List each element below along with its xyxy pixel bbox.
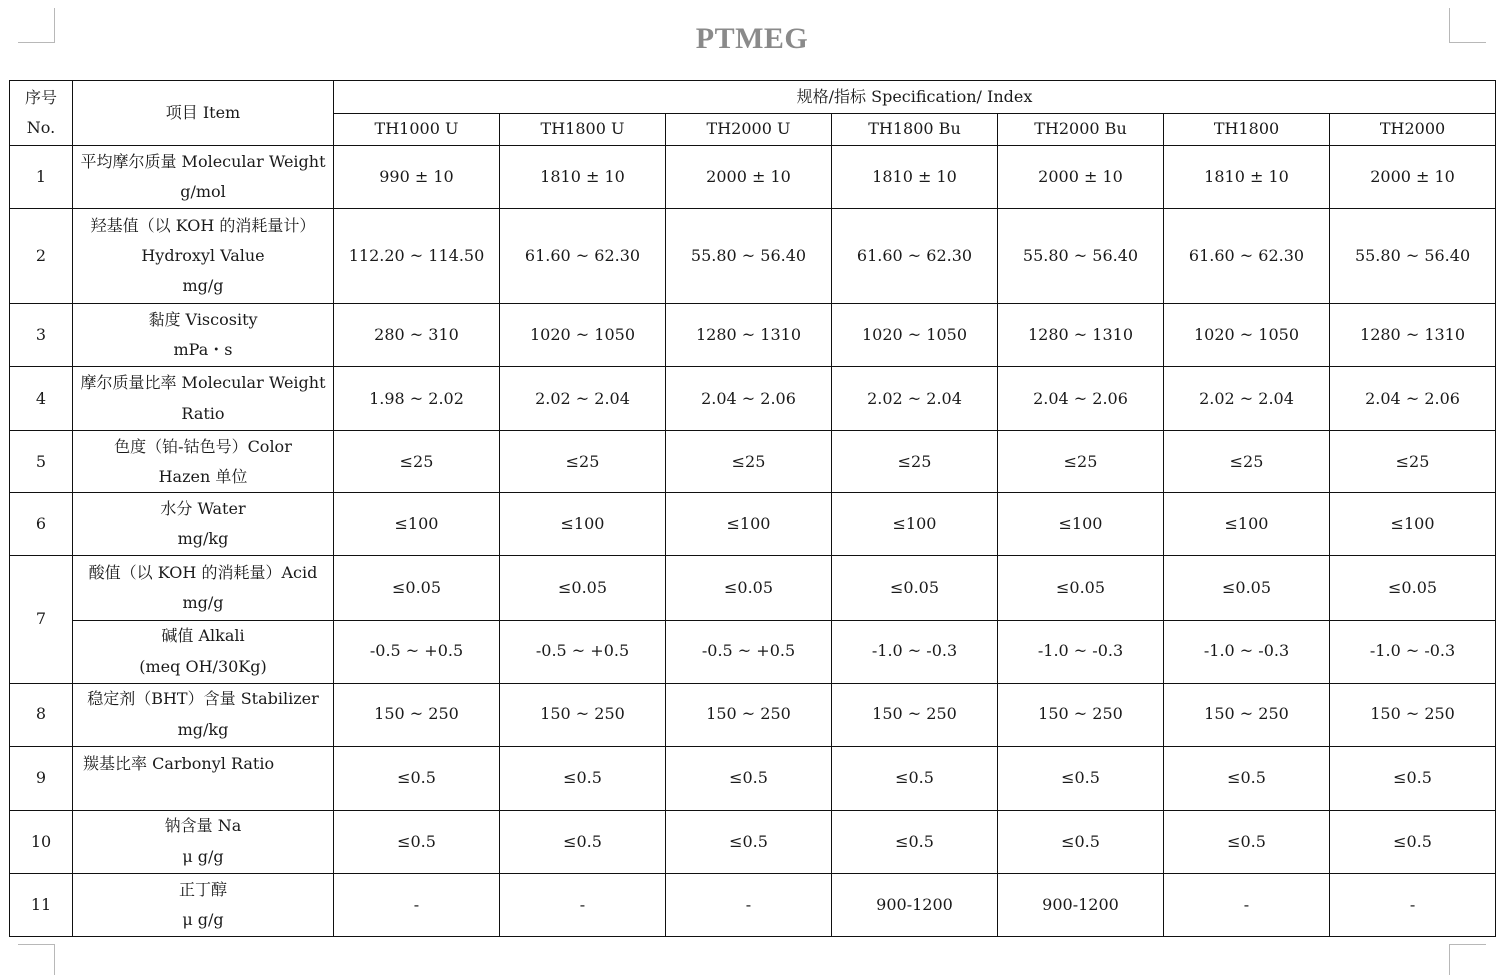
item-line: Hydroxyl Value <box>141 245 265 265</box>
value-cell: ≤25 <box>500 431 666 493</box>
table-row <box>10 620 1496 683</box>
item-line: 水分 Water <box>160 499 246 519</box>
value-cell: 2.04 ~ 2.06 <box>1330 367 1496 431</box>
value-cell: 1810 ± 10 <box>832 146 998 209</box>
item-cell <box>73 873 334 936</box>
row-number: 5 <box>10 431 73 493</box>
item-cell <box>73 493 334 556</box>
header-number <box>10 81 73 146</box>
value-cell: 150 ~ 250 <box>1164 683 1330 746</box>
value-cell: 112.20 ~ 114.50 <box>334 209 500 304</box>
header-specification: 规格/指标 Specification/ Index <box>334 81 1496 114</box>
value-cell: 150 ~ 250 <box>334 683 500 746</box>
value-cell: 280 ~ 310 <box>334 304 500 367</box>
value-cell: ≤0.05 <box>666 556 832 620</box>
value-cell: 150 ~ 250 <box>666 683 832 746</box>
header-number-en: No. <box>26 118 56 138</box>
table-row <box>10 746 1496 810</box>
value-cell: 2.02 ~ 2.04 <box>500 367 666 431</box>
table-row <box>10 367 1496 431</box>
value-cell: 1020 ~ 1050 <box>1164 304 1330 367</box>
value-cell: -0.5 ~ +0.5 <box>334 620 500 683</box>
value-cell: ≤25 <box>334 431 500 493</box>
item-line: 摩尔质量比率 Molecular Weight <box>80 373 326 393</box>
value-cell: 1020 ~ 1050 <box>832 304 998 367</box>
value-cell: 2000 ± 10 <box>666 146 832 209</box>
item-cell <box>73 683 334 746</box>
value-cell: 61.60 ~ 62.30 <box>500 209 666 304</box>
item-line: 钠含量 Na <box>164 816 242 836</box>
specification-table <box>9 80 1496 937</box>
value-cell: 150 ~ 250 <box>1330 683 1496 746</box>
table-row <box>10 810 1496 873</box>
value-cell: ≤0.5 <box>1164 810 1330 873</box>
item-cell <box>73 556 334 620</box>
header-grade: TH1800 <box>1164 114 1330 146</box>
item-line: 正丁醇 <box>178 879 227 899</box>
value-cell: 1020 ~ 1050 <box>500 304 666 367</box>
value-cell: 55.80 ~ 56.40 <box>1330 209 1496 304</box>
value-cell: 2.04 ~ 2.06 <box>998 367 1164 431</box>
value-cell: ≤100 <box>1330 493 1496 556</box>
item-cell <box>73 810 334 873</box>
value-cell: - <box>1164 873 1330 936</box>
value-cell: ≤100 <box>998 493 1164 556</box>
header-number-cn: 序号 <box>24 87 57 107</box>
value-cell: ≤0.5 <box>998 810 1164 873</box>
value-cell: ≤0.5 <box>334 746 500 810</box>
value-cell: 1280 ~ 1310 <box>666 304 832 367</box>
value-cell: ≤0.5 <box>500 810 666 873</box>
item-line: Ratio <box>181 403 225 423</box>
value-cell: 1280 ~ 1310 <box>998 304 1164 367</box>
row-number: 2 <box>10 209 73 304</box>
value-cell: 2000 ± 10 <box>1330 146 1496 209</box>
value-cell: -0.5 ~ +0.5 <box>666 620 832 683</box>
row-number: 6 <box>10 493 73 556</box>
item-line: μ g/g <box>182 846 224 866</box>
table-row <box>10 304 1496 367</box>
value-cell: 1280 ~ 1310 <box>1330 304 1496 367</box>
value-cell: 150 ~ 250 <box>998 683 1164 746</box>
value-cell: -1.0 ~ -0.3 <box>1164 620 1330 683</box>
header-grade: TH2000 <box>1330 114 1496 146</box>
value-cell: 1810 ± 10 <box>500 146 666 209</box>
value-cell: 2.04 ~ 2.06 <box>666 367 832 431</box>
value-cell: ≤0.05 <box>832 556 998 620</box>
item-line: (meq OH/30Kg) <box>139 656 267 676</box>
value-cell: 150 ~ 250 <box>500 683 666 746</box>
item-line: mg/g <box>182 593 224 613</box>
table-row <box>10 146 1496 209</box>
item-line: 酸值（以 KOH 的消耗量）Acid <box>88 562 318 582</box>
item-cell <box>73 431 334 493</box>
item-line: mg/kg <box>177 529 229 549</box>
value-cell: ≤0.05 <box>334 556 500 620</box>
item-cell <box>73 304 334 367</box>
value-cell: ≤0.5 <box>1330 746 1496 810</box>
value-cell: 150 ~ 250 <box>832 683 998 746</box>
item-cell <box>73 620 334 683</box>
table-row <box>10 493 1496 556</box>
value-cell: ≤100 <box>334 493 500 556</box>
item-line: Hazen 单位 <box>158 466 248 486</box>
value-cell: ≤25 <box>666 431 832 493</box>
item-line: 稳定剂（BHT）含量 Stabilizer <box>87 689 319 709</box>
value-cell: 61.60 ~ 62.30 <box>1164 209 1330 304</box>
row-number: 8 <box>10 683 73 746</box>
value-cell: ≤0.05 <box>1164 556 1330 620</box>
value-cell: 900-1200 <box>998 873 1164 936</box>
header-grade: TH2000 Bu <box>998 114 1164 146</box>
value-cell: ≤0.5 <box>1164 746 1330 810</box>
item-line: 色度（铂-钴色号）Color <box>114 436 292 456</box>
value-cell: ≤0.5 <box>334 810 500 873</box>
table-row <box>10 431 1496 493</box>
item-line: 羟基值（以 KOH 的消耗量计） <box>90 215 316 235</box>
value-cell: ≤0.5 <box>998 746 1164 810</box>
row-number: 1 <box>10 146 73 209</box>
row-number: 9 <box>10 746 73 810</box>
value-cell: 55.80 ~ 56.40 <box>666 209 832 304</box>
item-line: mg/kg <box>177 719 229 739</box>
item-cell <box>73 746 334 810</box>
value-cell: 1810 ± 10 <box>1164 146 1330 209</box>
row-number: 10 <box>10 810 73 873</box>
header-grade: TH1800 U <box>500 114 666 146</box>
value-cell: ≤100 <box>1164 493 1330 556</box>
header-item: 项目 Item <box>73 81 334 146</box>
value-cell: 1.98 ~ 2.02 <box>334 367 500 431</box>
item-line: 平均摩尔质量 Molecular Weight <box>80 151 326 171</box>
value-cell: ≤0.05 <box>998 556 1164 620</box>
value-cell: ≤25 <box>1330 431 1496 493</box>
item-line: μ g/g <box>182 909 224 929</box>
value-cell: - <box>500 873 666 936</box>
value-cell: 990 ± 10 <box>334 146 500 209</box>
value-cell: ≤25 <box>1164 431 1330 493</box>
table-row <box>10 873 1496 936</box>
table-row <box>10 209 1496 304</box>
header-grade: TH1000 U <box>334 114 500 146</box>
item-cell <box>73 367 334 431</box>
header-grade: TH1800 Bu <box>832 114 998 146</box>
value-cell: - <box>666 873 832 936</box>
item-line: 碱值 Alkali <box>161 626 245 646</box>
value-cell: ≤0.5 <box>666 746 832 810</box>
item-line: g/mol <box>180 182 226 202</box>
table-row <box>10 683 1496 746</box>
value-cell: 900-1200 <box>832 873 998 936</box>
value-cell: -1.0 ~ -0.3 <box>832 620 998 683</box>
value-cell: 2000 ± 10 <box>998 146 1164 209</box>
value-cell: ≤0.5 <box>500 746 666 810</box>
row-number: 7 <box>10 556 73 683</box>
item-line: 羰基比率 Carbonyl Ratio <box>83 753 275 773</box>
value-cell: - <box>334 873 500 936</box>
value-cell: ≤0.5 <box>832 746 998 810</box>
row-number: 11 <box>10 873 73 936</box>
value-cell: - <box>1330 873 1496 936</box>
value-cell: ≤100 <box>666 493 832 556</box>
value-cell: ≤0.5 <box>666 810 832 873</box>
value-cell: ≤25 <box>832 431 998 493</box>
item-line: 黏度 Viscosity <box>148 309 258 329</box>
item-cell <box>73 209 334 304</box>
value-cell: ≤25 <box>998 431 1164 493</box>
header-grade: TH2000 U <box>666 114 832 146</box>
row-number: 3 <box>10 304 73 367</box>
crop-mark-bottom-left <box>18 944 55 975</box>
value-cell: 2.02 ~ 2.04 <box>1164 367 1330 431</box>
value-cell: ≤100 <box>500 493 666 556</box>
value-cell: ≤100 <box>832 493 998 556</box>
item-line: mg/g <box>182 276 224 296</box>
value-cell: ≤0.5 <box>832 810 998 873</box>
value-cell: 55.80 ~ 56.40 <box>998 209 1164 304</box>
value-cell: ≤0.5 <box>1330 810 1496 873</box>
item-line: mPa・s <box>173 340 233 360</box>
crop-mark-bottom-right <box>1449 944 1486 975</box>
item-cell <box>73 146 334 209</box>
value-cell: ≤0.05 <box>500 556 666 620</box>
value-cell: ≤0.05 <box>1330 556 1496 620</box>
value-cell: -1.0 ~ -0.3 <box>1330 620 1496 683</box>
table-row <box>10 556 1496 620</box>
value-cell: 2.02 ~ 2.04 <box>832 367 998 431</box>
value-cell: -0.5 ~ +0.5 <box>500 620 666 683</box>
value-cell: 61.60 ~ 62.30 <box>832 209 998 304</box>
document-title: PTMEG <box>695 22 809 55</box>
value-cell: -1.0 ~ -0.3 <box>998 620 1164 683</box>
row-number: 4 <box>10 367 73 431</box>
